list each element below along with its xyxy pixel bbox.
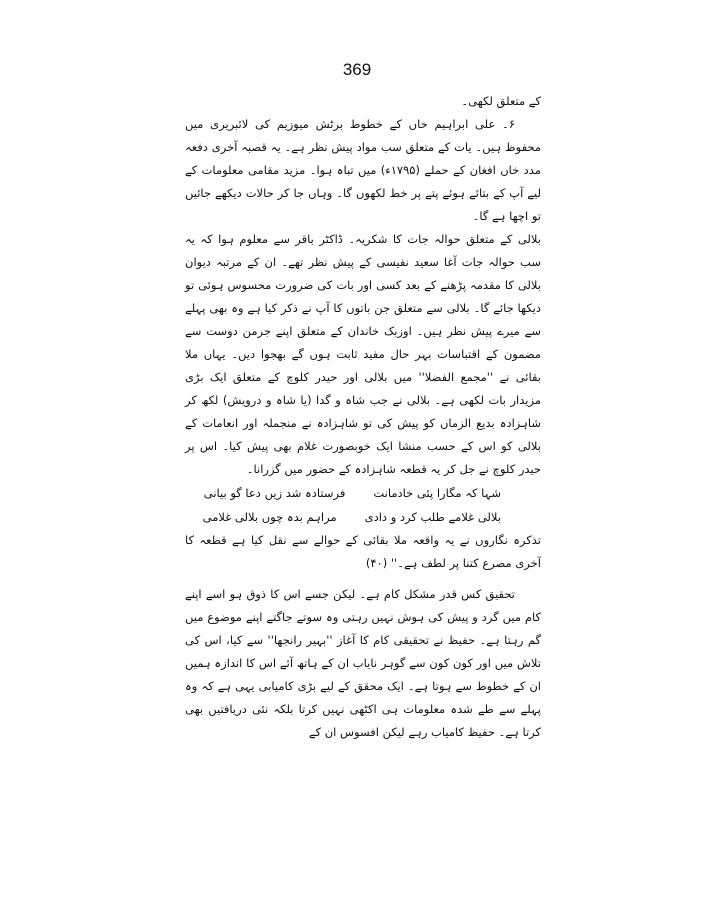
paragraph-item-6: ۶۔ علی ابراہیم خاں کے خطوط برٹش میوزیم کی لائبریری میں محفوظ ہیں۔ یات کے متعلق سب مواد پیش نظر ہے۔ یہ قصبہ آخری دفعہ مدد خاں افغان کے حملے (۱۷۹۵ء) میں تباہ ہوا۔ مزید مقامی معلومات کے لیے آپ کے بتائے ہوئے پتے پر خط لکھوں گا۔ وہاں جا کر حالات دیکھے جائیں تو اچھا ہے گا۔ (185, 117, 541, 223)
paragraph-continuation: کے متعلق لکھی۔ (461, 94, 541, 108)
verse-line-1-first-hemistich: شہا کہ مگارا پئی خادمانت (373, 486, 501, 500)
verse-line-2-second-hemistich: مراہم بدہ چوں بلالی غلامی (202, 510, 337, 524)
verse-line-2 (185, 505, 541, 529)
paragraph-tazkira: تذکرہ نگاروں نے یہ واقعہ ملا بقائی کے حوالے سے نقل کیا ہے قطعہ کا آخری مصرع کتنا پر لطف ہے۔'' (۴۰) (185, 533, 541, 570)
paragraph-bilali: بلالی کے متعلق حوالہ جات کا شکریہ۔ ڈاکٹر باقر سے معلوم ہوا کہ یہ سب حوالہ جات آغا سعید نفیسی کے پیش نظر تھے۔ ان کے مرتبہ دیوان بلالی کا مقدمہ پڑھنے کے بعد کسی اور بات کی ضرورت محسوس ہوئی تو دیکھا جائے گا۔ بلالی سے متعلق جن باتوں کا آپ نے ذکر کیا ہے وہ بھی پہلے سے میرے پیش نظر ہیں۔ اوزبک خاندان کے متعلق اپنے جرمن دوست سے مضمون کے اقتباسات بہر حال مفید ثابت ہوں گے بھجوا دیں۔ یہاں ملا بقائی نے ''مجمع الفضلا'' میں بلالی اور حیدر کلوچ کے متعلق ایک بڑی مزیدار بات لکھی ہے۔ بلالی نے جب شاہ و گدا (یا شاہ و درویش) لکھ کر شاہزادہ بدیع الزماں کو پیش کی تو شاہزادہ نے منجملہ اور انعامات کے بلالی کو اس کے حسب منشا ایک خوبصورت غلام بھی پیش کیا۔ اس پر حیدر کلوچ نے جل کر یہ قطعہ شاہزادہ کے حضور میں گزرانا۔ (185, 232, 541, 476)
verse-line-2-first-hemistich: بلالی غلامے طلب کرد و دادی (364, 510, 501, 524)
document-body (185, 90, 541, 744)
paragraph-research: تحقیق کس قدر مشکل کام ہے۔ لیکن جسے اس کا ذوق ہو اسے اپنے کام میں گرد و پیش کی ہوش نہیں رہتی وہ سوتے جاگتے اپنے موضوع میں گم رہتا ہے۔ حفیظ نے تحقیقی کام کا آغاز ''بہیر رانجھا'' سے کیا، اس کی تلاش میں اور کون کون سے گوہر نایاب ان کے ہاتھ آئے اس کا اندازہ ہمیں ان کے خطوط سے ہوتا ہے۔ ایک محقق کے لیے بڑی کامیابی یہی ہے کہ وہ پہلے سے طے شدہ معلومات ہی اکٹھی نہیں کرتا بلکہ نئی دریافتیں بھی کرتا ہے۔ حفیظ کامیاب رہے لیکن افسوس ان کے (185, 587, 541, 739)
verse-line-1-second-hemistich: فرستادہ شد زیں دعا گو بیانی (203, 486, 346, 500)
verse-line-1 (185, 481, 541, 505)
page-number: 369 (342, 60, 372, 79)
